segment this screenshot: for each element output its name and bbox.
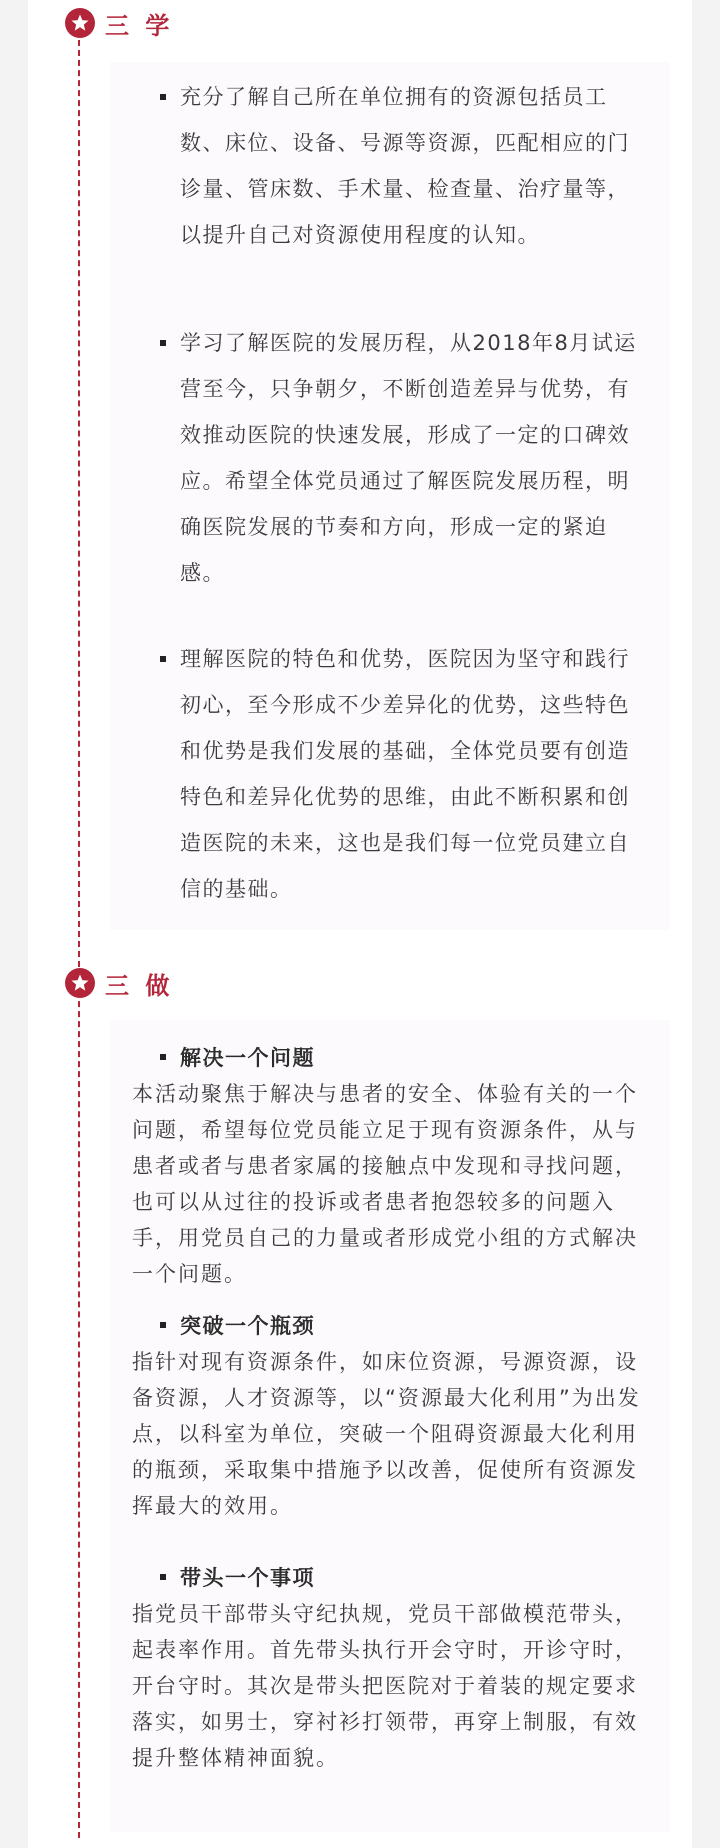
sub-item-title: 解决一个问题 [180, 1046, 315, 1070]
bullet-icon [160, 1574, 166, 1580]
list-item-text: 学习了解医院的发展历程，从2018年8月试运营至今，只争朝夕，不断创造差异与优势，有效推动医院的快速发展，形成了一定的口碑效应。希望全体党员通过了解医院发展历程，明确医院发展的节奏和方向，形成一定的紧迫感。 [180, 331, 637, 585]
sub-item-heading [160, 1562, 315, 1592]
star-icon [65, 968, 95, 998]
list-item [180, 636, 648, 912]
section-card-san-zuo [110, 1020, 670, 1832]
bullet-icon [160, 1054, 166, 1060]
bullet-icon [160, 340, 166, 346]
section-title: 三 学 [105, 11, 174, 40]
sub-item-title: 带头一个事项 [180, 1566, 315, 1590]
section-heading-san-xue [65, 8, 173, 38]
section-heading-san-zuo [65, 968, 173, 998]
star-icon [65, 8, 95, 38]
article-page [28, 0, 692, 1848]
sub-item-heading [160, 1310, 315, 1340]
sub-item-body: 指党员干部带头守纪执规，党员干部做模范带头，起表率作用。首先带头执行开会守时，开诊守时，开台守时。其次是带头把医院对于着装的规定要求落实，如男士，穿衬衫打领带，再穿上制服，有效提升整体精神面貌。 [132, 1602, 638, 1770]
list-item [180, 74, 648, 258]
sub-item-title: 突破一个瓶颈 [180, 1314, 315, 1338]
list-item-text: 理解医院的特色和优势，医院因为坚守和践行初心，至今形成不少差异化的优势，这些特色和优势是我们发展的基础，全体党员要有创造特色和差异化优势的思维，由此不断积累和创造医院的未来，这也是我们每一位党员建立自信的基础。 [180, 647, 630, 901]
bullet-icon [160, 1322, 166, 1328]
timeline-line [78, 10, 80, 1838]
list-item [180, 320, 648, 596]
sub-item-body: 本活动聚焦于解决与患者的安全、体验有关的一个问题，希望每位党员能立足于现有资源条件，从与患者或者与患者家属的接触点中发现和寻找问题，也可以从过往的投诉或者患者抱怨较多的问题入手，用党员自己的力量或者形成党小组的方式解决一个问题。 [132, 1082, 638, 1286]
section-card-san-xue [110, 62, 670, 930]
sub-item-heading [160, 1042, 315, 1072]
bullet-icon [160, 94, 166, 100]
section-title: 三 做 [105, 971, 174, 1000]
list-item-text: 充分了解自己所在单位拥有的资源包括员工数、床位、设备、号源等资源，匹配相应的门诊量、管床数、手术量、检查量、治疗量等，以提升自己对资源使用程度的认知。 [180, 85, 630, 247]
sub-item-body: 指针对现有资源条件，如床位资源，号源资源，设备资源，人才资源等，以“资源最大化利用”为出发点，以科室为单位，突破一个阻碍资源最大化利用的瓶颈，采取集中措施予以改善，促使所有资源发挥最大的效用。 [132, 1350, 641, 1518]
bullet-icon [160, 656, 166, 662]
